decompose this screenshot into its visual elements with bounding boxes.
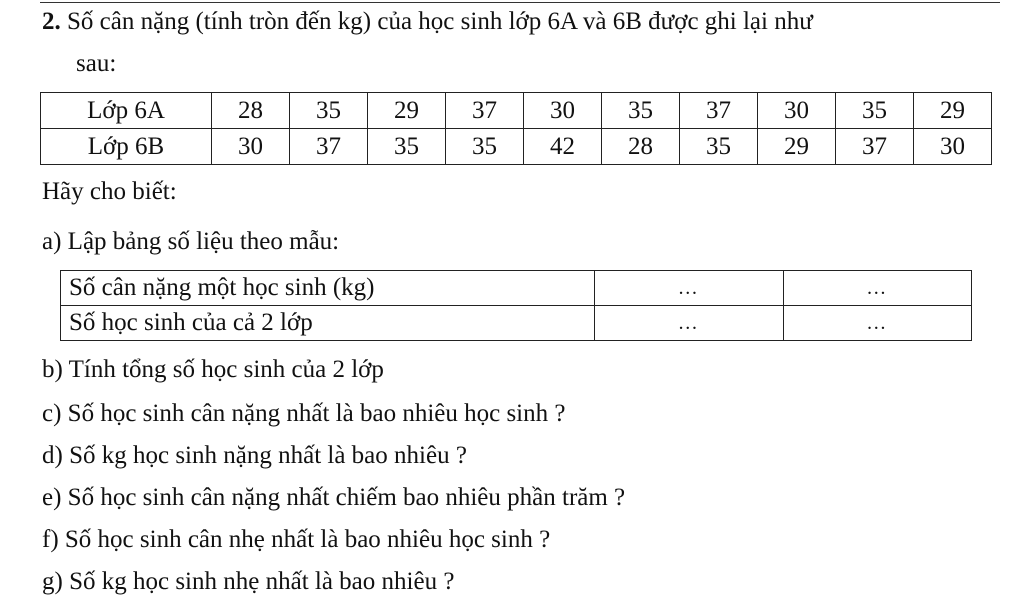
table-cell: 35: [290, 93, 368, 129]
template-placeholder: …: [595, 271, 784, 306]
table-cell: 30: [212, 129, 290, 165]
table-row-6b: [41, 129, 992, 165]
table-cell: 42: [524, 129, 602, 165]
template-placeholder: …: [783, 306, 972, 341]
table-cell: 29: [368, 93, 446, 129]
question-c: c) Số học sinh cân nặng nhất là bao nhiêu học sinh ?: [42, 400, 566, 427]
weight-data-table: [40, 92, 992, 165]
template-placeholder: …: [783, 271, 972, 306]
table-cell: 29: [758, 129, 836, 165]
row-label-6a: Lớp 6A: [41, 93, 212, 129]
table-cell: 35: [836, 93, 914, 129]
question-g: g) Số kg học sinh nhẹ nhất là bao nhiêu ?: [42, 568, 455, 595]
table-cell: 30: [914, 129, 992, 165]
table-cell: 28: [602, 129, 680, 165]
problem-heading: [42, 6, 813, 38]
template-placeholder: …: [595, 306, 784, 341]
problem-statement-line1: Số cân nặng (tính tròn đến kg) của học sinh lớp 6A và 6B được ghi lại như: [67, 8, 813, 35]
table-cell: 37: [680, 93, 758, 129]
table-cell: 37: [446, 93, 524, 129]
table-cell: 29: [914, 93, 992, 129]
template-row-count: [61, 306, 972, 341]
template-table: [60, 270, 972, 341]
table-row-6a: [41, 93, 992, 129]
part-a-text: a) Lập bảng số liệu theo mẫu:: [42, 228, 340, 255]
top-rule: [40, 2, 1000, 3]
template-label-count: Số học sinh của cả 2 lớp: [61, 306, 595, 341]
table-cell: 35: [446, 129, 524, 165]
table-cell: 35: [602, 93, 680, 129]
template-label-weight: Số cân nặng một học sinh (kg): [61, 271, 595, 306]
table-cell: 35: [368, 129, 446, 165]
table-cell: 37: [290, 129, 368, 165]
template-row-weight: [61, 271, 972, 306]
question-b: b) Tính tổng số học sinh của 2 lớp: [42, 356, 384, 383]
table-cell: 30: [524, 93, 602, 129]
question-e: e) Số học sinh cân nặng nhất chiếm bao nhiêu phần trăm ?: [42, 484, 626, 511]
question-f: f) Số học sinh cân nhẹ nhất là bao nhiêu học sinh ?: [42, 526, 551, 553]
problem-statement-line2: sau:: [76, 50, 117, 77]
table-cell: 30: [758, 93, 836, 129]
row-label-6b: Lớp 6B: [41, 129, 212, 165]
table-cell: 37: [836, 129, 914, 165]
problem-number: 2.: [42, 8, 61, 35]
prompt-text: Hãy cho biết:: [42, 178, 177, 205]
table-cell: 28: [212, 93, 290, 129]
table-cell: 35: [680, 129, 758, 165]
question-d: d) Số kg học sinh nặng nhất là bao nhiêu ?: [42, 442, 467, 469]
